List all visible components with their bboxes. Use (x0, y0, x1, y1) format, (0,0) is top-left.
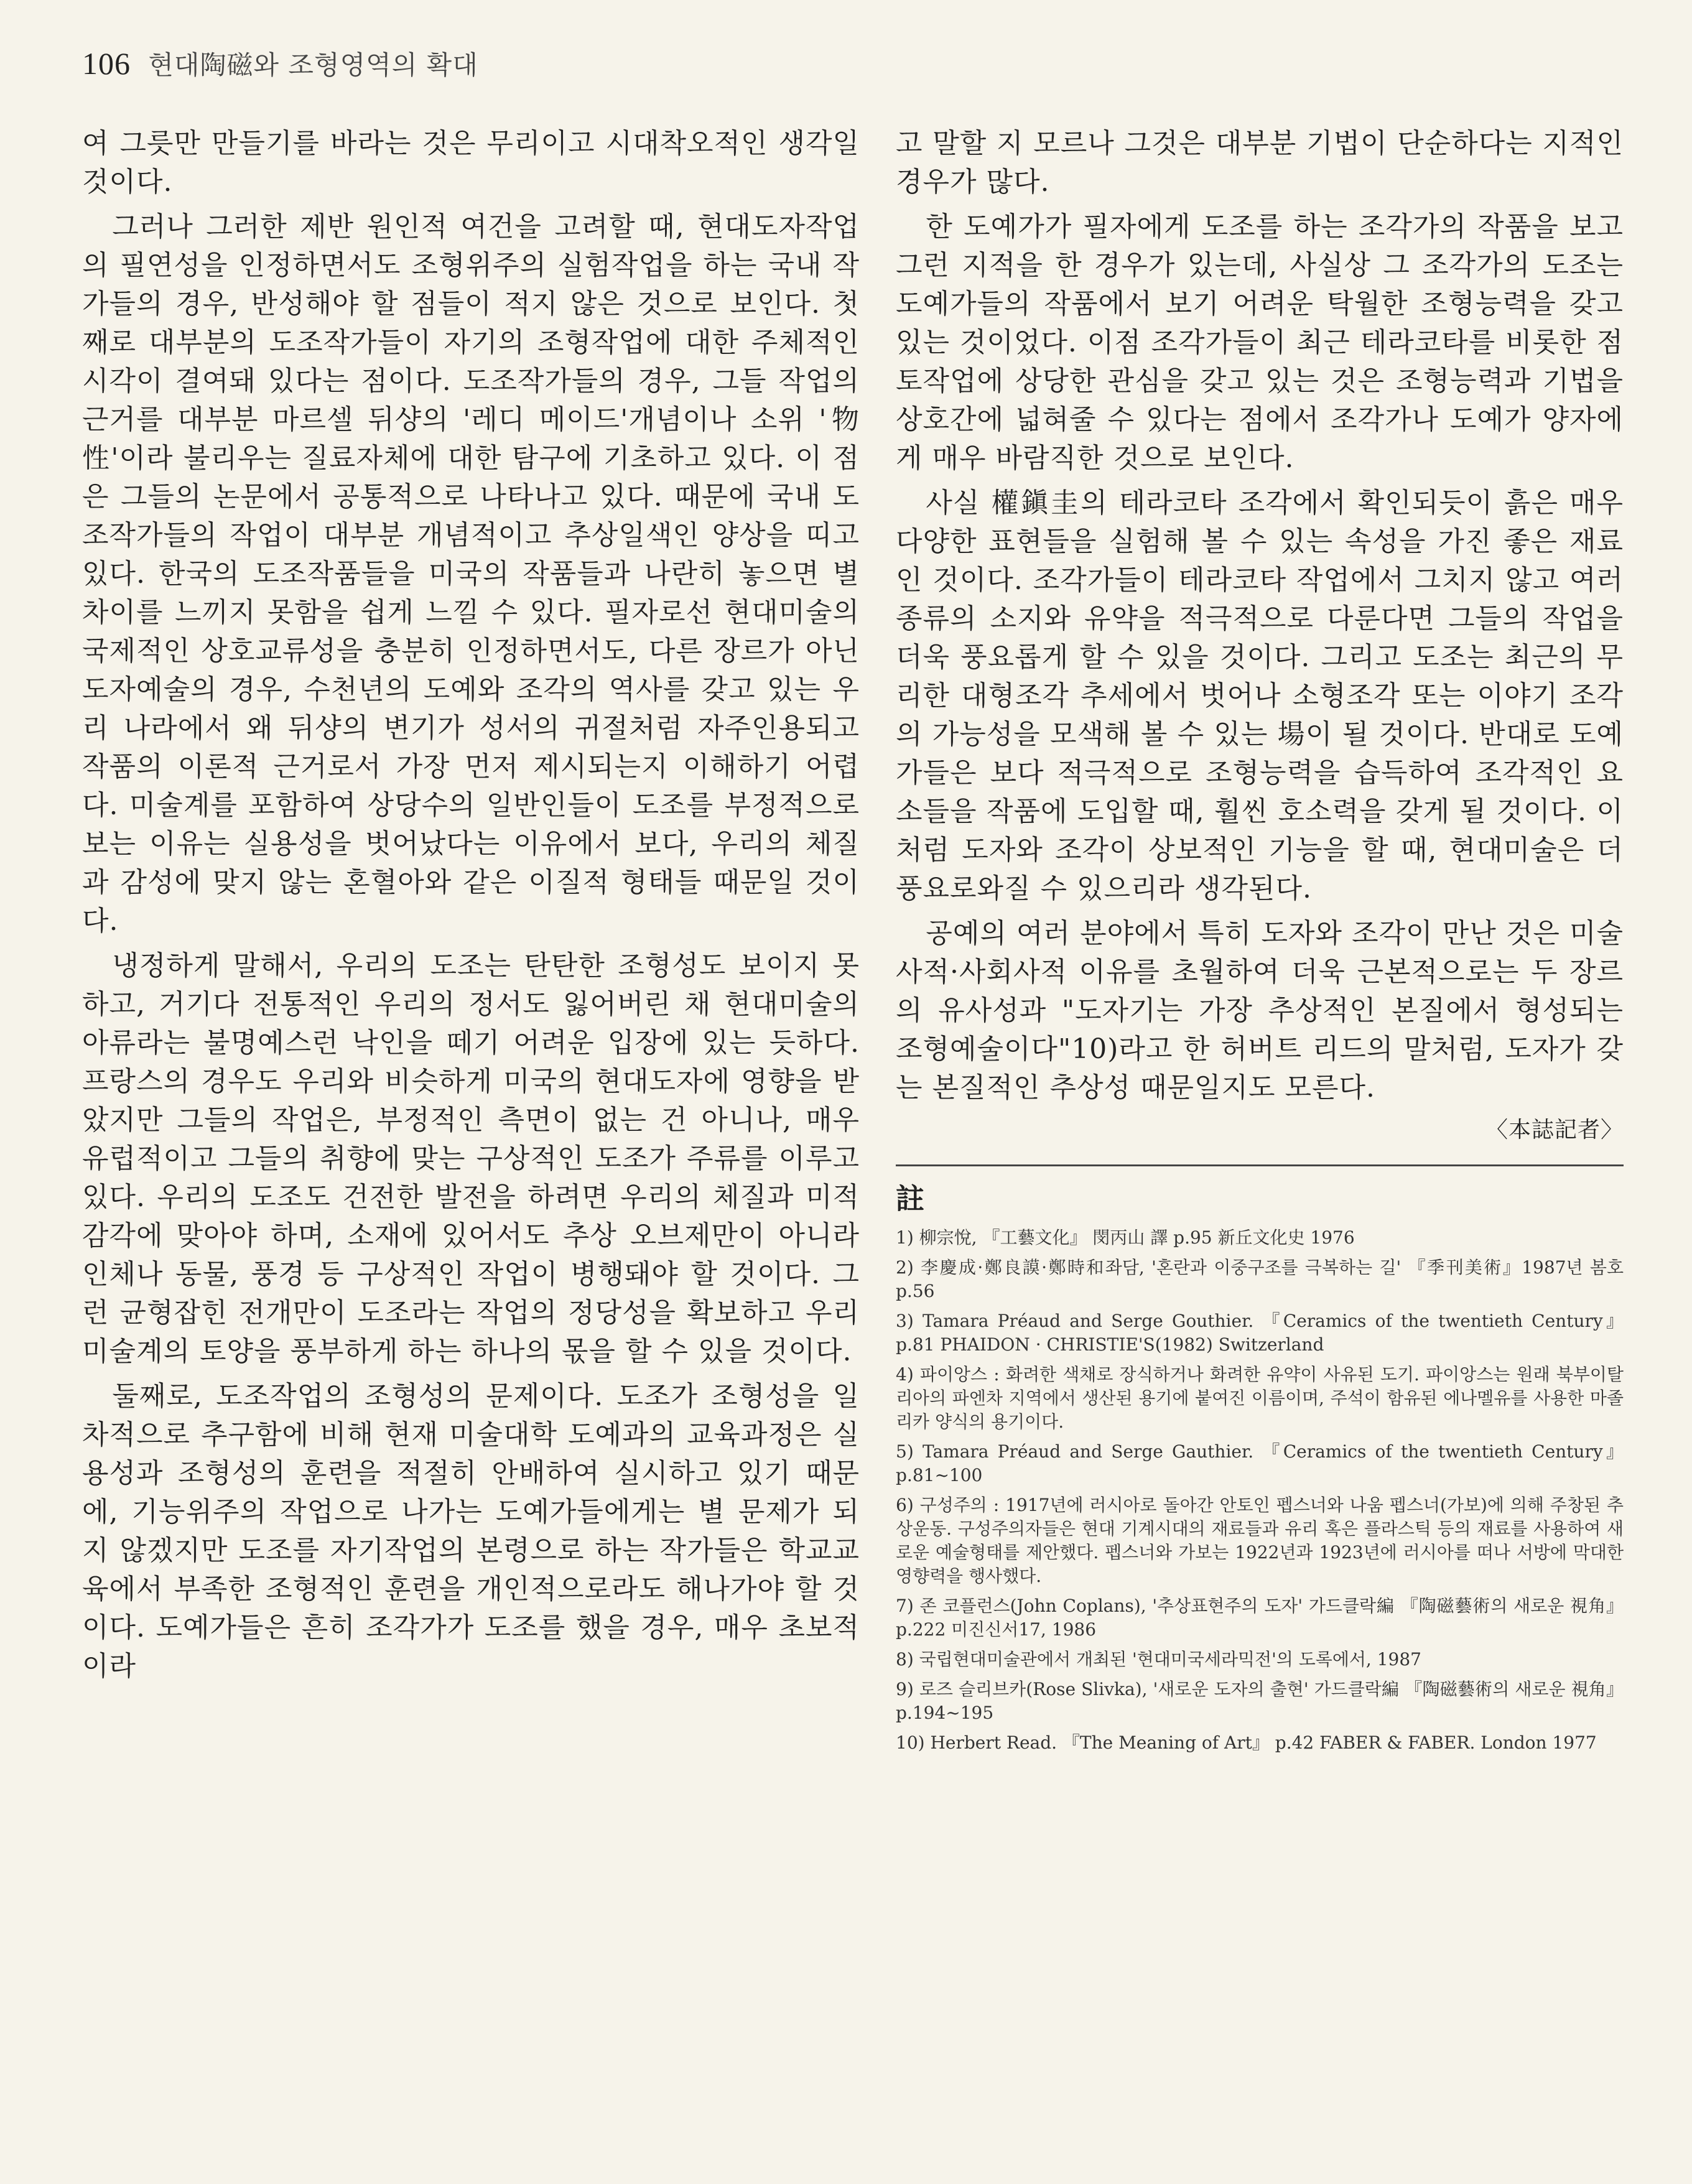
running-title: 현대陶磁와 조형영역의 확대 (148, 50, 478, 80)
notes-title: 註 (896, 1182, 924, 1215)
author-signature: 〈本誌記者〉 (1485, 1117, 1624, 1143)
paragraph: 그러나 그러한 제반 원인적 여건을 고려할 때, 현대도자작업의 필연성을 인정하면서도 조형위주의 실험작업을 하는 국내 작가들의 경우, 반성해야 할 점들이 적지 않은 것으로 보인다. 첫째로 대부분의 도조작가들이 자기의 조형작업에 대한 주체적인 시각이 결여돼 있다는 점이다. 도조작가들의 경우, 그들 작업의 근거를 대부분 마르셀 뒤샹의 '레디 메이드'개념이나 소위 '物性'이라 불리우는 질료자체에 대한 탐구에 기초하고 있다. 이 점은 그들의 논문에서 공통적으로 나타나고 있다. 때문에 국내 도조작가들의 작업이 대부분 개념적이고 추상일색인 양상을 띠고 있다. 한국의 도조작품들을 미국의 작품들과 나란히 놓으면 별 차이를 느끼지 못함을 쉽게 느낄 수 있다. 필자로선 현대미술의 국제적인 상호교류성을 충분히 인정하면서도, 다른 장르가 아닌 도자예술의 경우, 수천년의 도예와 조각의 역사를 갖고 있는 우리 나라에서 왜 뒤샹의 변기가 성서의 귀절처럼 자주인용되고 작품의 이론적 근거로서 가장 먼저 제시되는지 이해하기 어렵다. 미술계를 포함하여 상당수의 일반인들이 도조를 부정적으로 보는 이유는 실용성을 벗어났다는 이유에서 보다, 우리의 체질과 감성에 맞지 않는 혼혈아와 같은 이질적 형태들 때문일 것이다. (82, 211, 860, 937)
paragraph: 냉정하게 말해서, 우리의 도조는 탄탄한 조형성도 보이지 못하고, 거기다 전통적인 우리의 정서도 잃어버린 채 현대미술의 아류라는 불명예스런 낙인을 떼기 어려운 입장에 있는 듯하다. 프랑스의 경우도 우리와 비슷하게 미국의 현대도자에 영향을 받았지만 그들의 작업은, 부정적인 측면이 없는 건 아니나, 매우 유럽적이고 그들의 취향에 맞는 구상적인 도조가 주류를 이루고 있다. 우리의 도조도 건전한 발전을 하려면 우리의 체질과 미적감각에 맞아야 하며, 소재에 있어서도 추상 오브제만이 아니라 인체나 동물, 풍경 등 구상적인 작업이 병행돼야 할 것이다. 그런 균형잡힌 전개만이 도조라는 작업의 정당성을 확보하고 우리 미술계의 토양을 풍부하게 하는 하나의 몫을 할 수 있을 것이다. (82, 950, 860, 1367)
footnote: 1) 柳宗悅, 『工藝文化』 閔丙山 譯 p.95 新丘文化史 1976 (896, 1227, 1355, 1248)
paragraph: 고 말할 지 모르나 그것은 대부분 기법이 단순하다는 지적인 경우가 많다. (896, 128, 1624, 198)
footnote: 4) 파이앙스 : 화려한 색채로 장식하거나 화려한 유약이 사유된 도기. 파이앙스는 원래 북부이탈리아의 파엔차 지역에서 생산된 용기에 붙여진 이름이며, 주석이 함유된 에나멜유를 사용한 마졸리카 양식의 용기이다. (896, 1364, 1624, 1432)
footnote: 8) 국립현대미술관에서 개최된 '현대미국세라믹전'의 도록에서, 1987 (896, 1649, 1421, 1670)
footnote: 7) 존 코플런스(John Coplans), '추상표현주의 도자' 가드클락編 『陶磁藝術의 새로운 視角』 p.222 미진신서17, 1986 (896, 1596, 1624, 1640)
left-column (82, 124, 860, 1692)
page-number: 106 (82, 46, 131, 81)
paragraph: 사실 權鎭圭의 테라코타 조각에서 확인되듯이 흙은 매우 다양한 표현들을 실험해 볼 수 있는 속성을 가진 좋은 재료인 것이다. 조각가들이 테라코타 작업에서 그치지 않고 여러 종류의 소지와 유약을 적극적으로 다룬다면 그들의 작업을 더욱 풍요롭게 할 수 있을 것이다. 그리고 도조는 최근의 무리한 대형조각 추세에서 벗어나 소형조각 또는 이야기 조각의 가능성을 모색해 볼 수 있는 場이 될 것이다. 반대로 도예가들은 보다 적극적으로 조형능력을 습득하여 조각적인 요소들을 작품에 도입할 때, 훨씬 호소력을 갖게 될 것이다. 이처럼 도자와 조각이 상보적인 기능을 할 때, 현대미술은 더 풍요로와질 수 있으리라 생각된다. (896, 487, 1624, 904)
notes-divider (896, 1164, 1624, 1166)
right-column (896, 124, 1624, 1761)
footnotes (896, 1176, 1624, 1755)
footnote: 5) Tamara Préaud and Serge Gauthier. 『Ceramics of the twentieth Century』 p.81~100 (896, 1441, 1624, 1485)
footnote: 3) Tamara Préaud and Serge Gouthier. 『Ceramics of the twentieth Century』 p.81 PHAIDON · CHRISTIE'S(1982) Switzerland (896, 1311, 1624, 1355)
footnote: 9) 로즈 슬리브카(Rose Slivka), '새로운 도자의 출현' 가드클락編 『陶磁藝術의 새로운 視角』 p.194~195 (896, 1679, 1624, 1723)
running-header (82, 45, 478, 82)
footnote: 10) Herbert Read. 『The Meaning of Art』 p.42 FABER & FABER. London 1977 (896, 1732, 1597, 1753)
paragraph: 한 도예가가 필자에게 도조를 하는 조각가의 작품을 보고 그런 지적을 한 경우가 있는데, 사실상 그 조각가의 도조는 도예가들의 작품에서 보기 어려운 탁월한 조형능력을 갖고 있는 것이었다. 이점 조각가들이 최근 테라코타를 비롯한 점토작업에 상당한 관심을 갖고 있는 것은 조형능력과 기법을 상호간에 넓혀줄 수 있다는 점에서 조각가나 도예가 양자에게 매우 바람직한 것으로 보인다. (896, 211, 1624, 474)
paragraph: 공예의 여러 분야에서 특히 도자와 조각이 만난 것은 미술사적·사회사적 이유를 초월하여 더욱 근본적으로는 두 장르의 유사성과 "도자기는 가장 추상적인 본질에서 형성되는 조형예술이다"10)라고 한 허버트 리드의 말처럼, 도자가 갖는 본질적인 추상성 때문일지도 모른다. (896, 918, 1624, 1104)
footnote: 6) 구성주의 : 1917년에 러시아로 돌아간 안토인 펩스너와 나움 펩스너(가보)에 의해 주창된 추상운동. 구성주의자들은 현대 기계시대의 재료들과 유리 혹은 플라스틱 등의 재료를 사용하여 새로운 예술형태를 제안했다. 펩스너와 가보는 1922년과 1923년에 러시아를 떠나 서방에 막대한 영향력을 행사했다. (896, 1495, 1624, 1586)
paragraph: 여 그릇만 만들기를 바라는 것은 무리이고 시대착오적인 생각일 것이다. (82, 128, 860, 198)
paragraph: 둘째로, 도조작업의 조형성의 문제이다. 도조가 조형성을 일차적으로 추구함에 비해 현재 미술대학 도예과의 교육과정은 실용성과 조형성의 훈련을 적절히 안배하여 실시하고 있기 때문에, 기능위주의 작업으로 나가는 도예가들에게는 별 문제가 되지 않겠지만 도조를 자기작업의 본령으로 하는 작가들은 학교교육에서 부족한 조형적인 훈련을 개인적으로라도 해나가야 할 것이다. 도예가들은 흔히 조각가가 도조를 했을 경우, 매우 초보적이라 (82, 1380, 860, 1682)
footnote: 2) 李慶成·鄭良謨·鄭時和좌담, '혼란과 이중구조를 극복하는 길' 『季刊美術』1987년 봄호 p.56 (896, 1257, 1624, 1301)
